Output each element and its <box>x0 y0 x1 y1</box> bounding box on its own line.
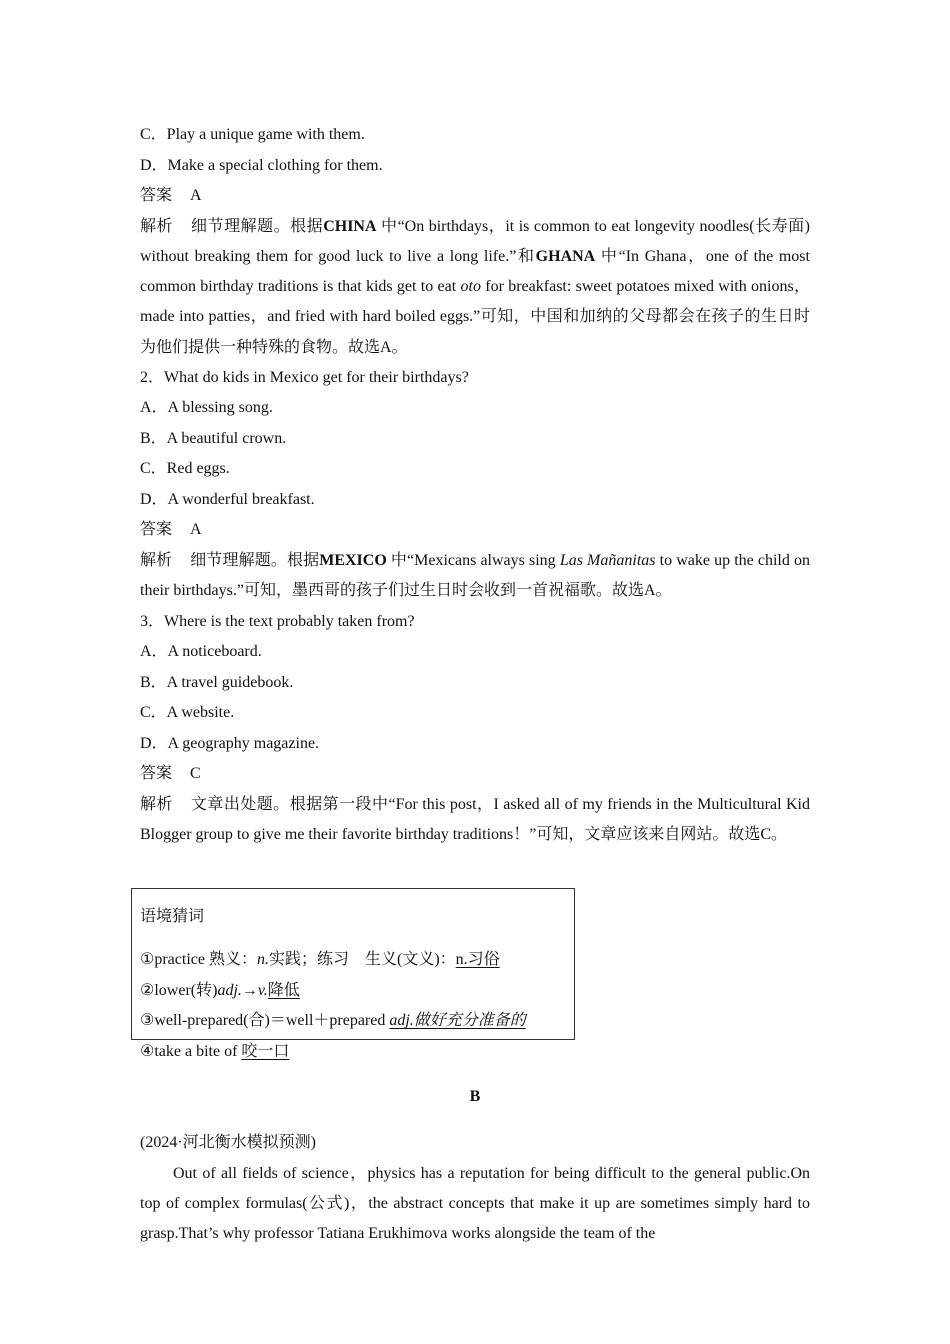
q2-option-d: D．A wonderful breakfast. <box>140 490 315 508</box>
q2-question: 2．What do kids in Mexico get for their birthdays? <box>140 368 469 386</box>
q2-option-c: C．Red eggs. <box>140 460 230 478</box>
food-name-oto: oto <box>460 278 481 296</box>
analysis-text: 中“On birthdays，it is common to eat longevity noodles(长寿面) without breaking them for good luck to live a long life.”和 <box>140 217 810 265</box>
vocab-answer: 降低 <box>267 981 300 999</box>
q2-analysis <box>140 546 810 607</box>
part-of-speech: n. <box>256 951 269 968</box>
answer-label: 答案 <box>140 521 173 539</box>
section-name-mexico: MEXICO <box>319 551 387 569</box>
passage-source: (2024·河北衡水模拟预测) <box>140 1134 316 1151</box>
q2-answer <box>140 515 810 546</box>
analysis-text: 文章出处题。根据第一段中“For this post，I asked all of my friends in the Multicultural Kid Blogger group to give me their favorite birthday traditions！”可知，文章应该来自网站。故选C。 <box>140 795 810 843</box>
vocab-answer: n.习俗 <box>455 951 500 968</box>
analysis-text: 中“Mexicans always sing <box>390 551 556 569</box>
q1-analysis <box>140 212 810 363</box>
q3-question: 3．Where is the text probably taken from? <box>140 612 415 630</box>
section-b <box>140 1066 810 1249</box>
analysis-text: 细节理解题。根据 <box>190 551 320 569</box>
vocab-text: ③well-prepared(合)＝well＋prepared <box>140 1012 390 1030</box>
analysis-label: 解析 <box>140 551 173 569</box>
q1-option-d: D．Make a special clothing for them. <box>140 156 383 174</box>
q3-option-d: D．A geography magazine. <box>140 734 320 752</box>
vocab-item-1 <box>140 945 574 976</box>
vocab-answer: 咬一口 <box>241 1042 290 1060</box>
vocab-item-4 <box>140 1037 574 1068</box>
passage-paragraph: Out of all fields of science，physics has a reputation for being difficult to the general public.On top of complex formulas(公式)，the abstract concepts that make it up are sometimes simply hard to grasp.That’s why professor Tatiana Erukhimova works alongside the team of the <box>140 1164 810 1243</box>
vocab-item-3 <box>140 1006 574 1037</box>
q2-option-b: B．A beautiful crown. <box>140 429 287 447</box>
q3-analysis <box>140 790 810 851</box>
vocab-text: 实践；练习 生义(文义)： <box>268 951 456 968</box>
analysis-text: to wake up the child on their birthdays.”可知，墨西哥的孩子们过生日时会收到一首祝福歌。故选A。 <box>140 551 810 600</box>
section-name-ghana: GHANA <box>535 247 596 265</box>
answer-value: A <box>190 187 202 204</box>
answer-value: A <box>190 521 202 539</box>
q3-answer <box>140 759 810 790</box>
q1-answer <box>140 181 810 212</box>
vocabulary-box <box>131 888 575 1060</box>
vocab-answer: adj.做好充分准备的 <box>389 1012 526 1030</box>
analysis-label: 解析 <box>140 795 173 813</box>
part-of-speech: adj.→v. <box>217 981 268 999</box>
analysis-text: 细节理解题。根据 <box>191 217 324 235</box>
vocab-text: ④take a bite of <box>140 1042 242 1060</box>
analysis-text: 中“In Ghana，one of the most common birthday traditions is that kids get to eat <box>140 247 810 296</box>
section-name-china: CHINA <box>323 217 377 235</box>
answer-label: 答案 <box>140 187 173 204</box>
q3-option-c: C．A website. <box>140 704 235 722</box>
q2-option-a: A．A blessing song. <box>140 399 273 417</box>
vocabulary-title: 语境猜词 <box>140 908 205 925</box>
vocab-item-2 <box>140 976 574 1007</box>
song-title: Las Mañanitas <box>559 551 656 569</box>
section-heading: B <box>469 1088 481 1105</box>
vocab-text: ①practice 熟义： <box>140 951 257 968</box>
answer-value: C <box>190 765 201 783</box>
analysis-text: for breakfast: sweet potatoes mixed with onions，made into patties，and fried with hard boiled eggs.”可知，中国和加纳的父母都会在孩子的生日时为他们提供一种特殊的食物。故选A。 <box>140 278 811 356</box>
document-body <box>140 120 810 850</box>
vocab-text: ②lower(转) <box>140 981 218 999</box>
analysis-label: 解析 <box>140 217 174 235</box>
q3-option-b: B．A travel guidebook. <box>140 673 294 691</box>
q3-option-a: A．A noticeboard. <box>140 643 262 661</box>
answer-label: 答案 <box>140 765 173 783</box>
q1-option-c: C．Play a unique game with them. <box>140 126 365 143</box>
